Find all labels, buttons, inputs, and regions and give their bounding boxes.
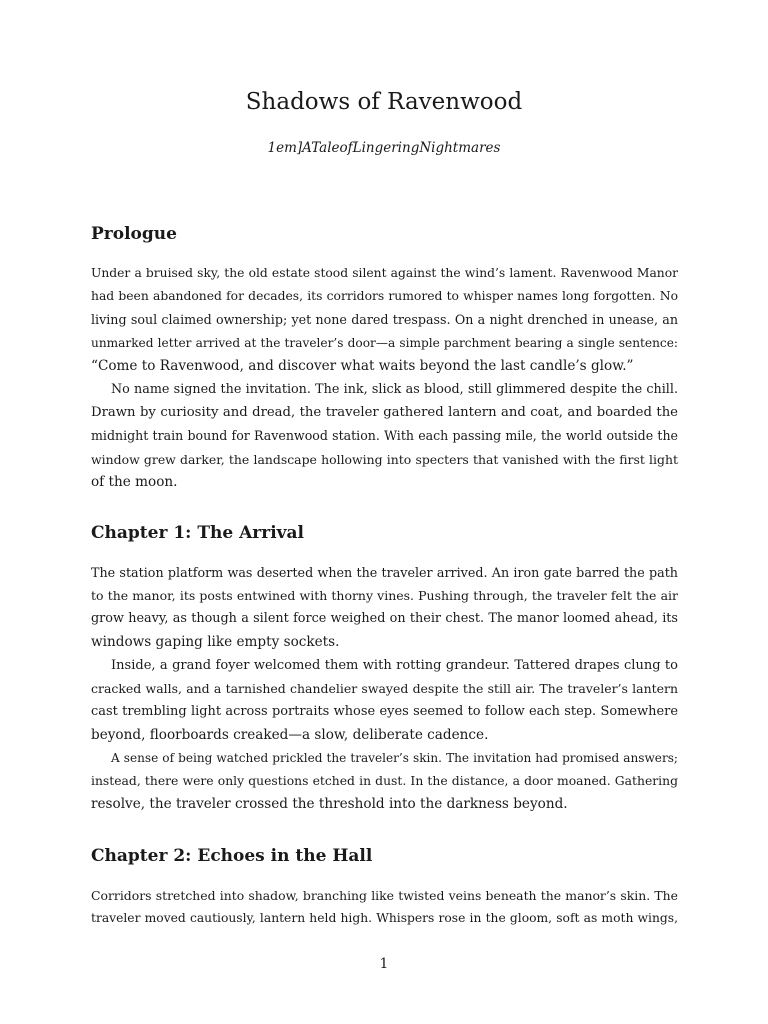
text-line: windows gaping like empty sockets.	[91, 633, 340, 650]
text-line: beyond, floorboards creaked—a slow, deliberate cadence.	[91, 726, 489, 743]
text-line: grow heavy, as though a silent force weighed on their chest. The manor loomed ahead, its	[91, 611, 678, 627]
prologue-paragraph-1	[91, 262, 678, 378]
text-line: of the moon.	[91, 473, 178, 490]
text-line: midnight train bound for Ravenwood station. With each passing mile, the world outside the	[91, 428, 678, 444]
chapter-2-paragraph-1	[91, 884, 678, 930]
document-title: Shadows of Ravenwood	[245, 89, 523, 115]
prologue-paragraph-2	[91, 378, 678, 494]
text-line: unmarked letter arrived at the traveler’s door—a simple parchment bearing a single sentence:	[91, 335, 678, 350]
text-line: Under a bruised sky, the old estate stood silent against the wind’s lament. Ravenwood Manor	[91, 266, 678, 280]
text-line: Corridors stretched into shadow, branching like twisted veins beneath the manor’s skin. The	[91, 888, 678, 903]
chapter-1-paragraph-2	[91, 654, 678, 747]
text-line: cracked walls, and a tarnished chandelier swayed despite the still air. The traveler’s lantern	[91, 681, 678, 697]
text-line: The station platform was deserted when the traveler arrived. An iron gate barred the path	[91, 565, 678, 580]
text-line: Drawn by curiosity and dread, the traveler gathered lantern and coat, and boarded the	[91, 405, 678, 421]
text-line: had been abandoned for decades, its corridors rumored to whisper names long forgotten. No	[91, 289, 678, 304]
text-line: “Come to Ravenwood, and discover what waits beyond the last candle’s glow.”	[91, 357, 634, 374]
chapter-1-paragraph-1	[91, 561, 678, 654]
text-line: window grew darker, the landscape hollowing into specters that vanished with the first light	[91, 451, 678, 467]
page-number: 1	[379, 956, 389, 972]
text-line: resolve, the traveler crossed the threshold into the darkness beyond.	[91, 796, 568, 813]
text-line: No name signed the invitation. The ink, slick as blood, still glimmered despite the chill.	[111, 382, 678, 397]
text-line: A sense of being watched prickled the traveler’s skin. The invitation had promised answers;	[111, 751, 678, 765]
document-subtitle: 1em]ATaleofLingeringNightmares	[267, 140, 501, 156]
text-line: traveler moved cautiously, lantern held high. Whispers rose in the gloom, soft as moth wings,	[91, 911, 678, 926]
text-line: instead, there were only questions etched in dust. In the distance, a door moaned. Gathering	[91, 774, 678, 789]
chapter-1-heading: Chapter 1: The Arrival	[91, 523, 305, 543]
text-line: living soul claimed ownership; yet none dared trespass. On a night drenched in unease, an	[91, 312, 678, 328]
text-line: Inside, a grand foyer welcomed them with rotting grandeur. Tattered drapes clung to	[111, 658, 678, 673]
text-line: to the manor, its posts entwined with thorny vines. Pushing through, the traveler felt the air	[91, 588, 678, 604]
text-line: cast trembling light across portraits whose eyes seemed to follow each step. Somewhere	[91, 704, 678, 720]
prologue-heading: Prologue	[91, 224, 177, 244]
chapter-2-heading: Chapter 2: Echoes in the Hall	[91, 846, 373, 866]
chapter-1-paragraph-3	[91, 747, 678, 817]
